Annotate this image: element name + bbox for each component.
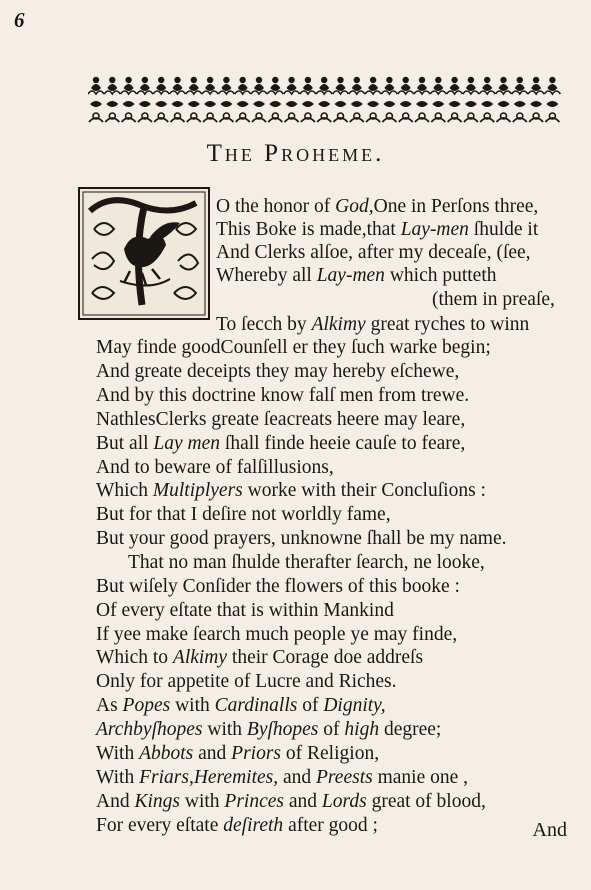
text-span: With <box>96 767 140 788</box>
text-span: Whereby all <box>216 265 317 286</box>
italic-word: Priors <box>231 743 282 764</box>
text-line <box>96 527 507 551</box>
text-line <box>96 718 441 742</box>
italic-word: Archbyſhopes <box>96 719 203 740</box>
text-span: That no man ſhulde therafter ſearch, ne looke, <box>128 552 485 573</box>
text-span: of Religion, <box>281 743 380 764</box>
text-span: If yee make ſearch much people ye may finde, <box>96 624 458 645</box>
text-line <box>96 408 465 432</box>
text-span: their Corage doe addreſs <box>227 647 424 668</box>
text-span: with <box>170 695 215 716</box>
italic-word: Alkimy <box>172 647 228 668</box>
text-line <box>432 288 555 312</box>
text-span: (them in preaſe, <box>432 289 555 310</box>
text-span: of <box>318 719 345 740</box>
italic-word: Lay men <box>153 433 221 454</box>
italic-word: Abbots <box>139 743 194 764</box>
text-span: and <box>283 791 322 812</box>
text-line <box>216 264 497 288</box>
text-line <box>96 479 486 503</box>
italic-word: Preests <box>316 767 373 788</box>
italic-word: God, <box>335 196 374 217</box>
italic-word: Cardinalls <box>214 695 298 716</box>
text-span: O the honor of <box>216 196 336 217</box>
text-line <box>96 336 491 360</box>
text-line <box>96 646 423 670</box>
text-span: great ryches to winn <box>365 314 530 335</box>
decorated-initial-t <box>78 187 210 320</box>
text-line <box>96 742 379 766</box>
text-line <box>96 503 391 527</box>
text-span: ſhall finde heeie cauſe to feare, <box>220 433 466 454</box>
italic-word: Lay-men <box>316 265 385 286</box>
text-span: Only for appetite of Lucre and Riches. <box>96 671 397 692</box>
text-line <box>216 195 538 219</box>
text-line <box>96 623 457 647</box>
text-span: and <box>193 743 232 764</box>
text-line <box>96 575 460 599</box>
text-span: of <box>297 695 324 716</box>
text-span: As <box>96 695 123 716</box>
text-span: But your good prayers, unknowne ſhall be my name. <box>96 528 507 549</box>
text-span: To ſecch by <box>216 314 312 335</box>
text-line <box>96 360 459 384</box>
text-span: Which <box>96 480 153 501</box>
text-line <box>128 551 485 575</box>
text-line <box>96 814 378 838</box>
text-span: For every eſtate <box>96 815 224 836</box>
italic-word: Friars,Heremites, <box>139 767 279 788</box>
italic-word: Multiplyers <box>152 480 243 501</box>
text-line <box>96 599 394 623</box>
text-span: May finde goodCounſell er they ſuch warke begin; <box>96 337 491 358</box>
text-line <box>96 432 465 456</box>
text-span: Of every eſtate that is within Mankind <box>96 600 394 621</box>
text-line <box>216 218 538 242</box>
text-span: manie one , <box>372 767 469 788</box>
text-span: And Clerks alſoe, after my deceaſe, (ſee, <box>216 242 531 263</box>
text-span: With <box>96 743 140 764</box>
text-span: and <box>278 767 317 788</box>
page-title: The Proheme. <box>206 140 385 167</box>
text-span: And <box>96 791 135 812</box>
text-span: Which to <box>96 647 173 668</box>
catchword: And <box>532 819 567 841</box>
italic-word: Alkimy <box>311 314 366 335</box>
italic-word: deſireth <box>223 815 284 836</box>
italic-word: high <box>344 719 380 740</box>
text-line <box>216 313 529 337</box>
italic-word: Popes <box>122 695 171 716</box>
italic-word: Kings <box>134 791 180 812</box>
text-span: But for that I deſire not worldly fame, <box>96 504 391 525</box>
text-line <box>96 456 334 480</box>
text-span: degree; <box>379 719 442 740</box>
text-span: with <box>179 791 225 812</box>
text-span: And greate deceipts they may hereby eſchewe, <box>96 361 460 382</box>
text-span: worke with their Concluſions : <box>242 480 486 501</box>
text-line <box>96 766 468 790</box>
text-line <box>216 241 531 265</box>
text-span: But wiſely Conſider the flowers of this booke : <box>96 576 460 597</box>
text-span: after good ; <box>283 815 378 836</box>
ornament-border-icon <box>88 74 564 130</box>
text-span: This Boke is made,that <box>216 219 401 240</box>
text-span: And by this doctrine know falſ men from trewe. <box>96 385 470 406</box>
italic-word: Lords <box>321 791 367 812</box>
text-span: ſhulde it <box>468 219 539 240</box>
text-span: which putteth <box>384 265 497 286</box>
text-line <box>96 790 486 814</box>
text-span: with <box>202 719 247 740</box>
text-line <box>96 694 386 718</box>
page-number: 6 <box>14 8 25 32</box>
italic-word: Lay-men <box>400 219 469 240</box>
griffin-initial-icon <box>80 189 208 318</box>
text-span: NathlesClerks greate ſeacreats heere may leare, <box>96 409 466 430</box>
text-span: But all <box>96 433 154 454</box>
text-line <box>96 670 397 694</box>
italic-word: Byſhopes <box>246 719 319 740</box>
italic-word: Dignity, <box>323 695 386 716</box>
text-span: One in Perſons three, <box>373 196 539 217</box>
text-span: great of blood, <box>366 791 486 812</box>
text-span: And to beware of falſillusions, <box>96 457 334 478</box>
italic-word: Princes <box>224 791 284 812</box>
text-line <box>96 384 469 408</box>
